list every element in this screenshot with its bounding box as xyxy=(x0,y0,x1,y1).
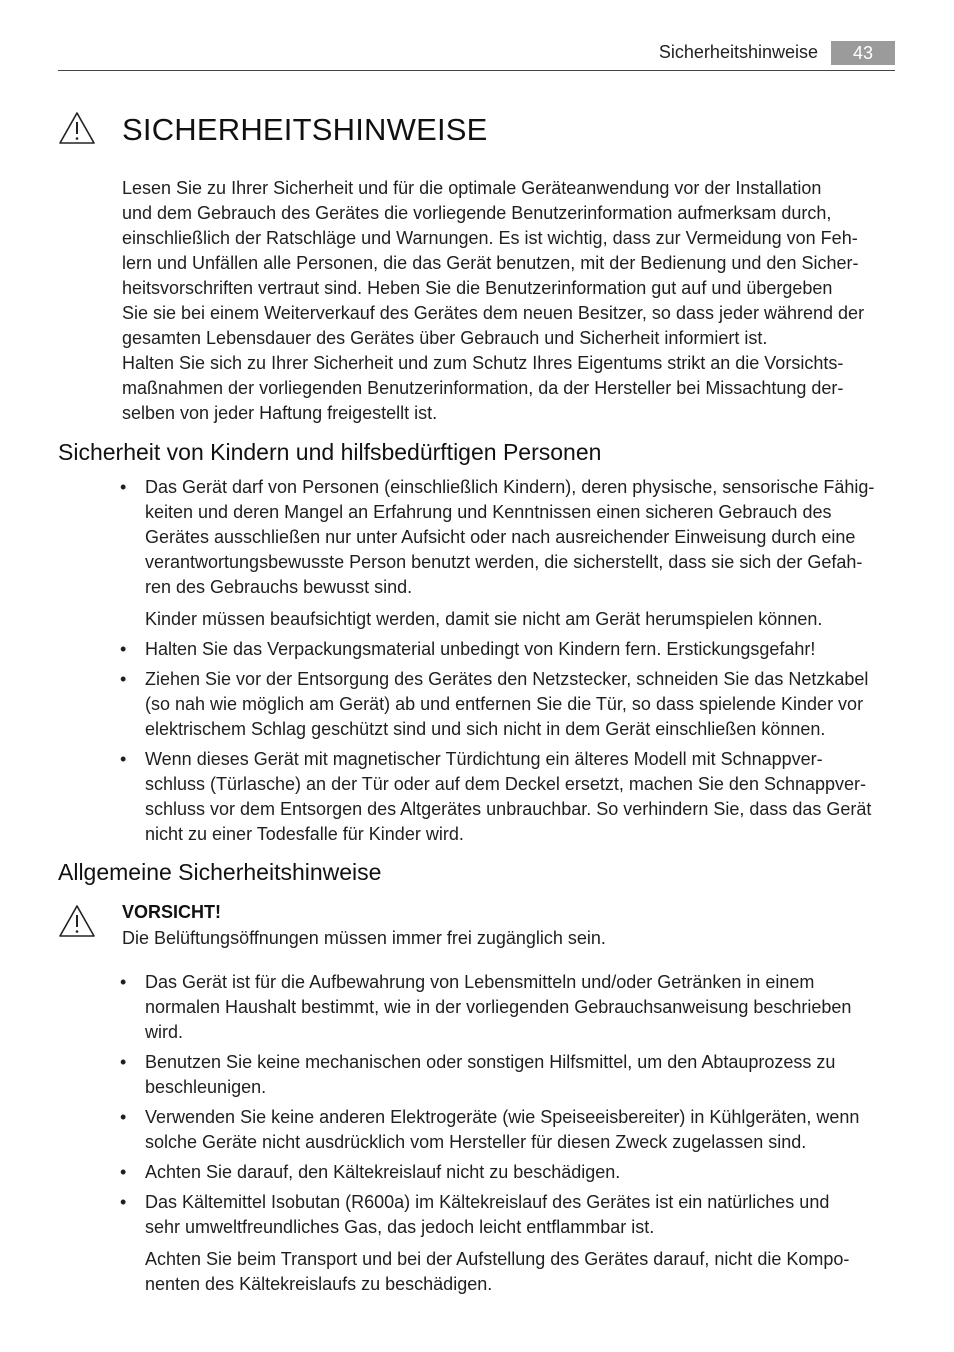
list-item-note: Achten Sie beim Transport und bei der Aufstellung des Gerätes darauf, nicht die Kompo- nenten des Kältekreislaufs zu beschädigen. xyxy=(145,1249,850,1294)
list-item: Achten Sie darauf, den Kältekreislauf nicht zu beschädigen. xyxy=(145,1162,621,1182)
bullet-marker: • xyxy=(120,972,127,992)
bullet-marker: • xyxy=(120,477,127,497)
section-heading-general: Allgemeine Sicherheitshinweise xyxy=(58,859,382,885)
section-heading-children: Sicherheit von Kindern und hilfsbedürftigen Personen xyxy=(58,439,602,465)
bullet-marker: • xyxy=(120,749,127,769)
caution-text: Die Belüftungsöffnungen müssen immer frei zugänglich sein. xyxy=(122,928,606,948)
bullet-marker: • xyxy=(120,639,127,659)
bullet-marker: • xyxy=(120,1052,127,1072)
running-header-title: Sicherheitshinweise xyxy=(658,42,818,62)
warning-triangle-icon xyxy=(58,904,96,938)
bullet-marker: • xyxy=(120,1192,127,1212)
list-item: Benutzen Sie keine mechanischen oder sonstigen Hilfsmittel, um den Abtauprozess zu beschleunigen. xyxy=(145,1052,836,1097)
list-item: Das Gerät ist für die Aufbewahrung von Lebensmitteln und/oder Getränken in einem normalen Haushalt bestimmt, wie in der vorliegenden Gebrauchsanweisung beschrieben wird. xyxy=(145,972,852,1042)
list-item: Ziehen Sie vor der Entsorgung des Gerätes den Netzstecker, schneiden Sie das Netzkabel (so nah wie möglich am Gerät) ab und entfernen Sie die Tür, so dass spielende Kinder vor elektrischem Schlag geschützt sind und sich nicht in dem Gerät einschließen können. xyxy=(145,669,869,739)
bullet-marker: • xyxy=(120,669,127,689)
bullet-marker: • xyxy=(120,1162,127,1182)
bullet-marker: • xyxy=(120,1107,127,1127)
list-item-note: Kinder müssen beaufsichtigt werden, damit sie nicht am Gerät herumspielen können. xyxy=(145,609,823,629)
caution-label: VORSICHT! xyxy=(122,902,221,922)
page-number-badge: 43 xyxy=(831,41,895,65)
warning-triangle-icon xyxy=(58,111,96,145)
header-divider xyxy=(58,70,895,71)
page-title: SICHERHEITSHINWEISE xyxy=(122,112,488,147)
list-item: Wenn dieses Gerät mit magnetischer Türdichtung ein älteres Modell mit Schnappver- schluss (Türlasche) an der Tür oder auf dem Deckel ersetzt, machen Sie den Schnappver- schluss vor dem Entsorgen des Altgerätes unbrauchbar. So verhindern Sie, dass das Gerät nicht zu einer Todesfalle für Kinder wird. xyxy=(145,749,872,844)
intro-paragraph-1: Lesen Sie zu Ihrer Sicherheit und für die optimale Geräteanwendung vor der Installation und dem Gebrauch des Gerätes die vorliegende Benutzerinformation aufmerksam durch, einschließlich der Ratschläge und Warnungen. Es ist wichtig, dass zur Vermeidung von Feh- lern und Unfällen alle Personen, die das Gerät benutzen, mit der Bedienung und den Sicher- heitsvorschriften vertraut sind. Heben Sie die Benutzerinformation gut auf und übergeben Sie sie bei einem Weiterverkauf des Gerätes dem neuen Besitzer, so dass jeder während der gesamten Lebensdauer des Gerätes über Gebrauch und Sicherheit informiert ist. xyxy=(122,178,865,348)
intro-paragraph-2: Halten Sie sich zu Ihrer Sicherheit und zum Schutz Ihres Eigentums strikt an die Vorsichts- maßnahmen der vorliegenden Benutzerinformation, da der Hersteller bei Missachtung der- selben von jeder Haftung freigestellt ist. xyxy=(122,353,844,423)
list-item: Verwenden Sie keine anderen Elektrogeräte (wie Speiseeisbereiter) in Kühlgeräten, wenn solche Geräte nicht ausdrücklich vom Hersteller für diesen Zweck zugelassen sind. xyxy=(145,1107,860,1152)
list-item: Das Kältemittel Isobutan (R600a) im Kältekreislauf des Gerätes ist ein natürliches und sehr umweltfreundliches Gas, das jedoch leicht entflammbar ist. xyxy=(145,1192,830,1237)
list-item: Halten Sie das Verpackungsmaterial unbedingt von Kindern fern. Erstickungsgefahr! xyxy=(145,639,816,659)
list-item: Das Gerät darf von Personen (einschließlich Kindern), deren physische, sensorische Fähig- keiten und deren Mangel an Erfahrung und Kenntnissen einen sicheren Gebrauch des Gerätes ausschließen nur unter Aufsicht oder nach ausreichender Einweisung durch eine verantwortungsbewusste Person benutzt werden, die sicherstellt, dass sie sich der Gefah- ren des Gebrauchs bewusst sind. xyxy=(145,477,875,597)
